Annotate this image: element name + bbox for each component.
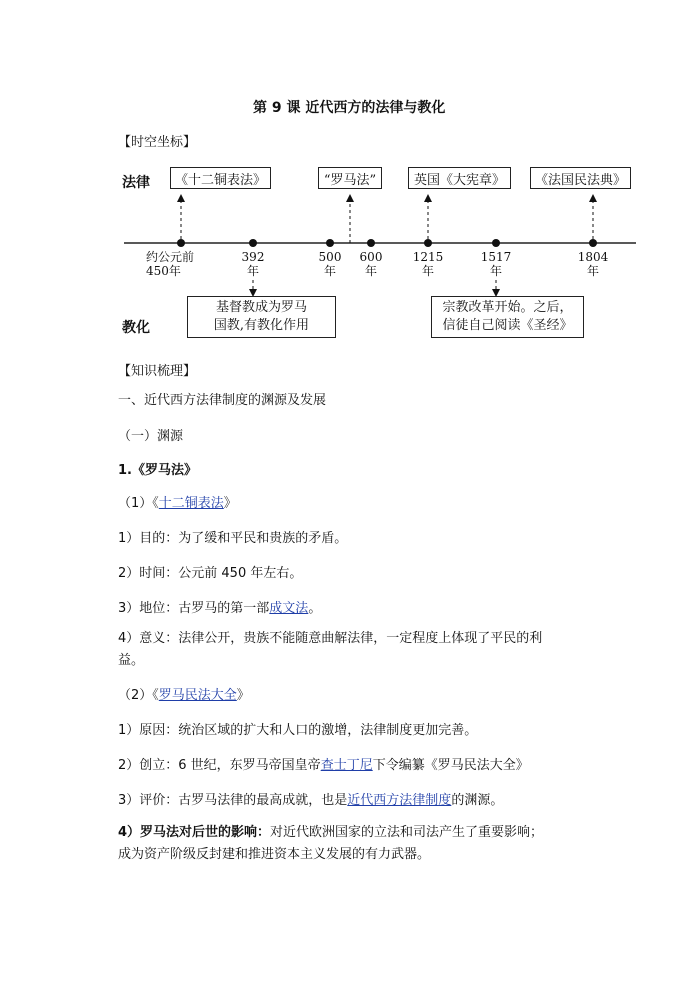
section-heading-timeline: 【时空坐标】 [118,135,197,150]
heading-level-3: 1.《罗马法》 [118,463,197,478]
list-item: 4）罗马法对后世的影响：对近代欧洲国家的立法和司法产生了重要影响； 成为资产阶级反封建和推进资本主义发展的有力武器。 [118,825,544,862]
link-twelve-tables[interactable]: 十二铜表法 [158,496,224,511]
link-written-law[interactable]: 成文法 [269,601,309,616]
tick-label: 1215 年 [412,250,444,278]
tick-label: 600 年 [359,250,383,278]
tick-dot [177,239,185,247]
law-box-napoleonic-code: 《法国民法典》 [530,167,631,189]
tick-dot [492,239,500,247]
heading-level-1: 一、近代西方法律制度的渊源及发展 [118,393,327,408]
edu-box-christianity: 基督教成为罗马 国教,有教化作用 [187,296,336,338]
tick-dot [326,239,334,247]
row-label-education: 教化 [122,320,150,336]
link-corpus-juris[interactable]: 罗马民法大全 [158,688,237,703]
row-label-law: 法律 [122,175,150,191]
tick-dot [367,239,375,247]
heading-level-2: （一）渊源 [118,429,184,444]
list-item: 3）评价：古罗马法律的最高成就，也是近代西方法律制度的渊源。 [118,793,504,808]
tick-dot [424,239,432,247]
subheading-corpus-juris: （2）《罗马民法大全》 [118,688,250,703]
list-item: 1）目的：为了缓和平民和贵族的矛盾。 [118,531,348,546]
edu-box-reformation: 宗教改革开始。之后， 信徒自己阅读《圣经》 [431,296,584,338]
tick-dot [249,239,257,247]
tick-label: 约公元前 450年 [146,250,195,278]
tick-dot [589,239,597,247]
link-justinian[interactable]: 查士丁尼 [320,758,373,773]
list-item: 1）原因：统治区域的扩大和人口的激增，法律制度更加完善。 [118,723,478,738]
tick-label: 1517 年 [480,250,512,278]
list-item: 2）时间：公元前 450 年左右。 [118,566,303,581]
tick-label: 500 年 [318,250,342,278]
law-box-magna-carta: 英国《大宪章》 [408,167,511,189]
link-modern-western-law[interactable]: 近代西方法律制度 [347,793,452,808]
list-item: 2）创立：6 世纪，东罗马帝国皇帝查士丁尼下令编纂《罗马民法大全》 [118,758,529,773]
section-heading-knowledge: 【知识梳理】 [118,364,197,379]
tick-label: 392 年 [241,250,265,278]
tick-label: 1804 年 [577,250,609,278]
list-item: 3）地位：古罗马的第一部成文法。 [118,601,322,616]
subheading-twelve-tables: （1）《十二铜表法》 [118,496,237,511]
page-title: 第 9 课 近代西方的法律与教化 [253,100,446,116]
law-box-twelve-tables: 《十二铜表法》 [170,167,271,189]
list-item: 4）意义：法律公开，贵族不能随意曲解法律，一定程度上体现了平民的利 益。 [118,631,543,668]
law-box-roman-law: “罗马法” [318,167,382,189]
